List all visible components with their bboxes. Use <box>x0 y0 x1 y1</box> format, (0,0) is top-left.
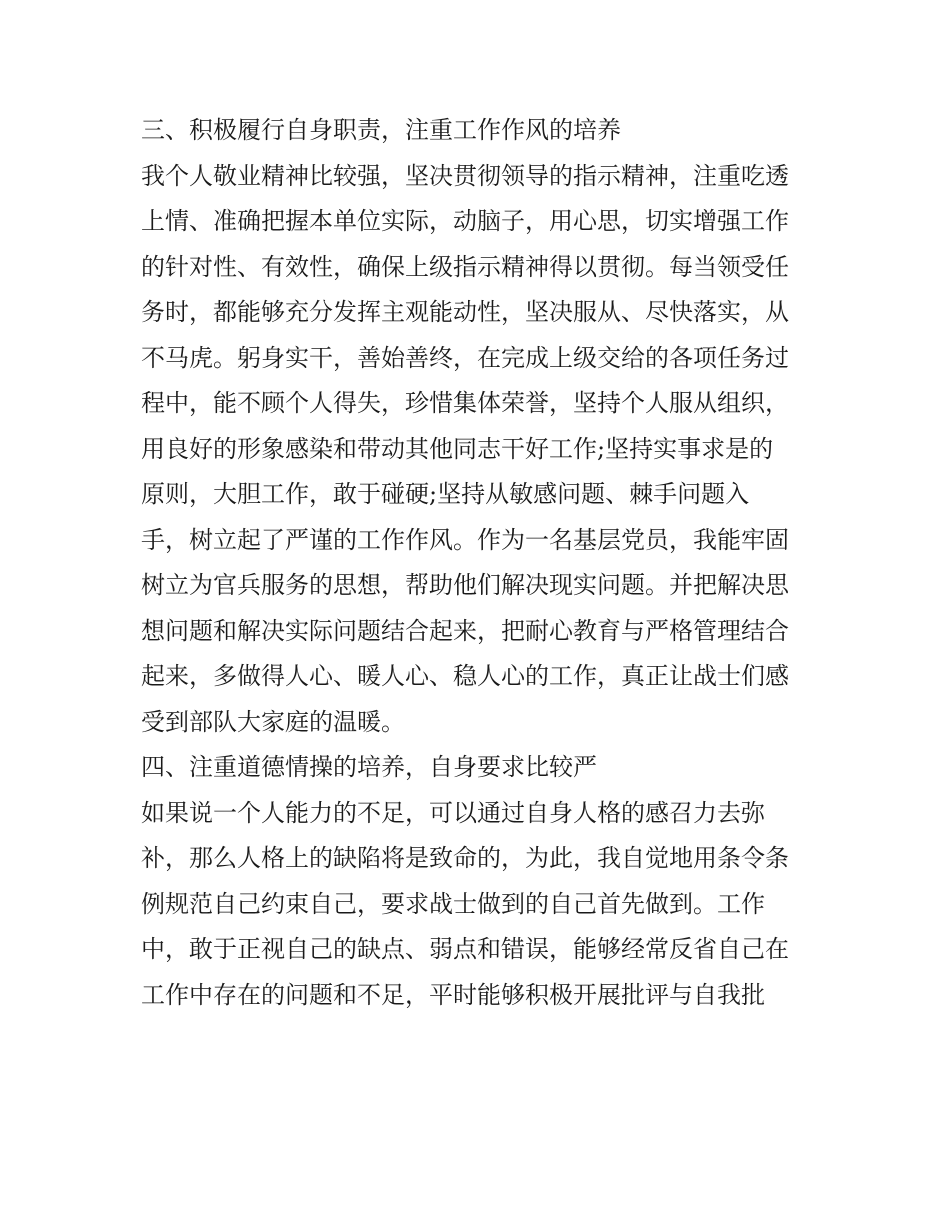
paragraph-line: 我个人敬业精神比较强，坚决贯彻领导的指示精神，注重吃透 <box>141 161 789 190</box>
paragraph-line: 原则，大胆工作，敢于碰硬;坚持从敏感问题、棘手问题入 <box>141 480 750 508</box>
paragraph-line: 工作中存在的问题和不足，平时能够积极开展批评与自我批 <box>141 980 765 1009</box>
paragraph-line: 补，那么人格上的缺陷将是致命的，为此，我自觉地用条令条 <box>141 844 789 872</box>
paragraph-line: 的针对性、有效性，确保上级指示精神得以贯彻。每当领受任 <box>141 252 789 281</box>
paragraph-line: 程中，能不顾个人得失，珍惜集体荣誉，坚持个人服从组织， <box>141 389 789 417</box>
section-heading-4: 四、注重道德情操的培养，自身要求比较严 <box>141 753 597 781</box>
paragraph-line: 上情、准确把握本单位实际，动脑子，用心思，切实增强工作 <box>141 207 789 235</box>
paragraph-line: 如果说一个人能力的不足，可以通过自身人格的感召力去弥 <box>141 798 765 827</box>
section-heading-3: 三、积极履行自身职责，注重工作作风的培养 <box>141 116 621 144</box>
paragraph-line: 例规范自己约束自己，要求战士做到的自己首先做到。工作 <box>141 889 765 918</box>
paragraph-line: 中，敢于正视自己的缺点、弱点和错误，能够经常反省自己在 <box>141 935 789 963</box>
paragraph-line: 受到部队大家庭的温暖。 <box>141 707 405 736</box>
document-body <box>141 108 821 1018</box>
paragraph-line: 树立为官兵服务的思想，帮助他们解决现实问题。并把解决思 <box>141 571 789 599</box>
paragraph-line: 不马虎。躬身实干，善始善终，在完成上级交给的各项任务过 <box>141 343 789 372</box>
paragraph-line: 想问题和解决实际问题结合起来，把耐心教育与严格管理结合 <box>141 616 789 645</box>
paragraph-line: 务时，都能够充分发挥主观能动性，坚决服从、尽快落实，从 <box>141 298 789 326</box>
paragraph-line: 用良好的形象感染和带动其他同志干好工作;坚持实事求是的 <box>141 434 774 463</box>
paragraph-line: 手，树立起了严谨的工作作风。作为一名基层党员，我能牢固 <box>141 525 789 554</box>
paragraph-line: 起来，多做得人心、暖人心、稳人心的工作，真正让战士们感 <box>141 662 789 690</box>
